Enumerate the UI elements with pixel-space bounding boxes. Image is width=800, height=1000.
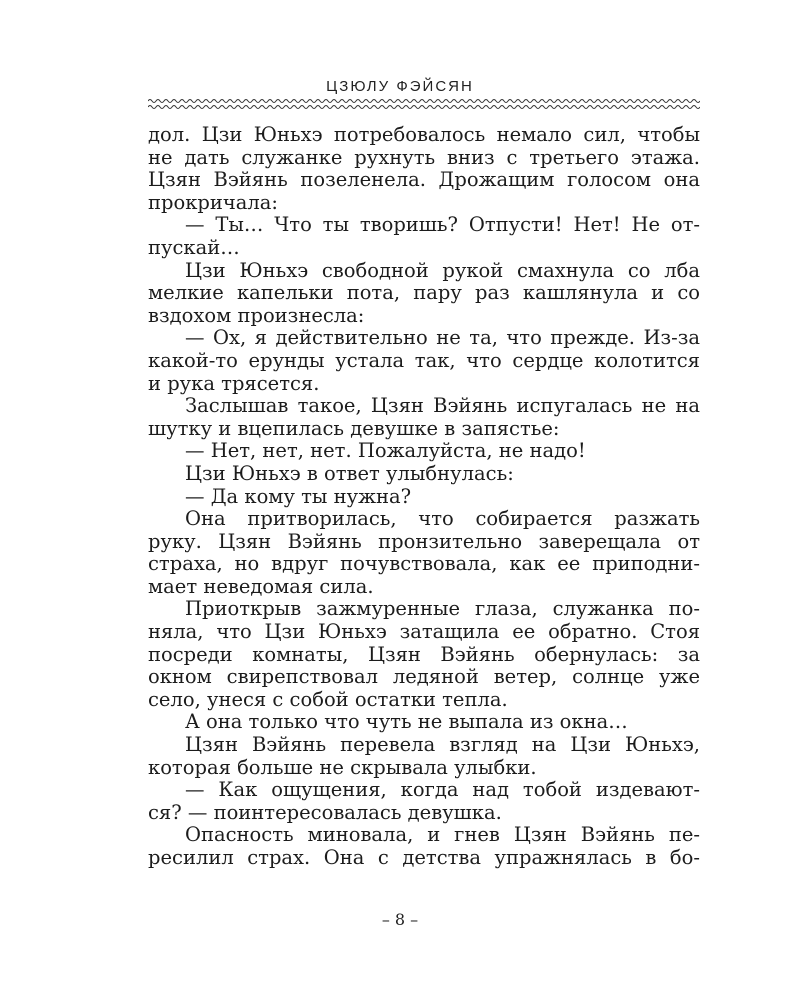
text-line: шутку и вцепилась девушке в запястье:	[148, 416, 560, 440]
text-line: — Ты… Что ты творишь? Отпусти! Нет! Не от-	[185, 213, 700, 237]
text-line: Цзян Вэйянь позеленела. Дрожащим голосом она	[148, 168, 700, 192]
text-line: Она притворилась, что собирается разжать	[185, 507, 700, 531]
text-line: мает неведомая сила.	[148, 574, 374, 598]
text-line: посреди комнаты, Цзян Вэйянь обернулась: за	[148, 642, 700, 666]
text-line: ся? — поинтересовалась девушка.	[148, 800, 502, 824]
text-line: которая больше не скрывала улыбки.	[148, 755, 537, 779]
text-line: — Нет, нет, нет. Пожалуйста, не надо!	[185, 439, 586, 463]
text-line: окном свирепствовал ледяной ветер, солнце уже	[148, 665, 700, 689]
text-line: — Как ощущения, когда над тобой издевают-	[185, 778, 700, 802]
running-header: ЦЗЮЛУ ФЭЙСЯН	[326, 78, 474, 95]
text-line: Заслышав такое, Цзян Вэйянь испугалась не на	[185, 394, 700, 418]
text-line: — Да кому ты нужна?	[185, 484, 412, 508]
text-line: пускай…	[148, 235, 240, 259]
text-line: страха, но вдруг почувствовала, как ее приподни-	[148, 552, 700, 576]
text-line: няла, что Цзи Юньхэ затащила ее обратно. Стоя	[148, 620, 700, 644]
text-line: дол. Цзи Юньхэ потребовалось немало сил, чтобы	[148, 123, 700, 146]
text-line: руку. Цзян Вэйянь пронзительно заверещала от	[148, 529, 700, 553]
text-line: ресилил страх. Она с детства упражнялась в бо-	[148, 846, 700, 869]
body-text	[148, 124, 700, 870]
text-line: мелкие капельки пота, пару раз кашлянула и со	[148, 281, 700, 305]
text-line: прокричала:	[148, 190, 278, 214]
text-line: Цзи Юньхэ свободной рукой смахнула со лба	[185, 258, 700, 282]
text-line: село, унеся с собой остатки тепла.	[148, 687, 508, 711]
text-line: и рука трясется.	[148, 371, 320, 395]
text-line: не дать служанке рухнуть вниз с третьего этажа.	[148, 145, 700, 169]
text-line: вздохом произнесла:	[148, 303, 365, 327]
decorative-wavy-rule	[148, 98, 700, 110]
text-line: Цзи Юньхэ в ответ улыбнулась:	[185, 461, 514, 485]
text-line: какой-то ерунды устала так, что сердце колотится	[148, 348, 700, 372]
text-line: Приоткрыв зажмуренные глаза, служанка по-	[185, 597, 700, 621]
page-number: – 8 –	[381, 910, 419, 929]
text-line: А она только что чуть не выпала из окна…	[185, 710, 628, 734]
text-line: Опасность миновала, и гнев Цзян Вэйянь пе-	[185, 823, 700, 847]
text-line: — Ох, я действительно не та, что прежде. Из-за	[185, 326, 700, 350]
text-line: Цзян Вэйянь перевела взгляд на Цзи Юньхэ,	[185, 733, 700, 757]
